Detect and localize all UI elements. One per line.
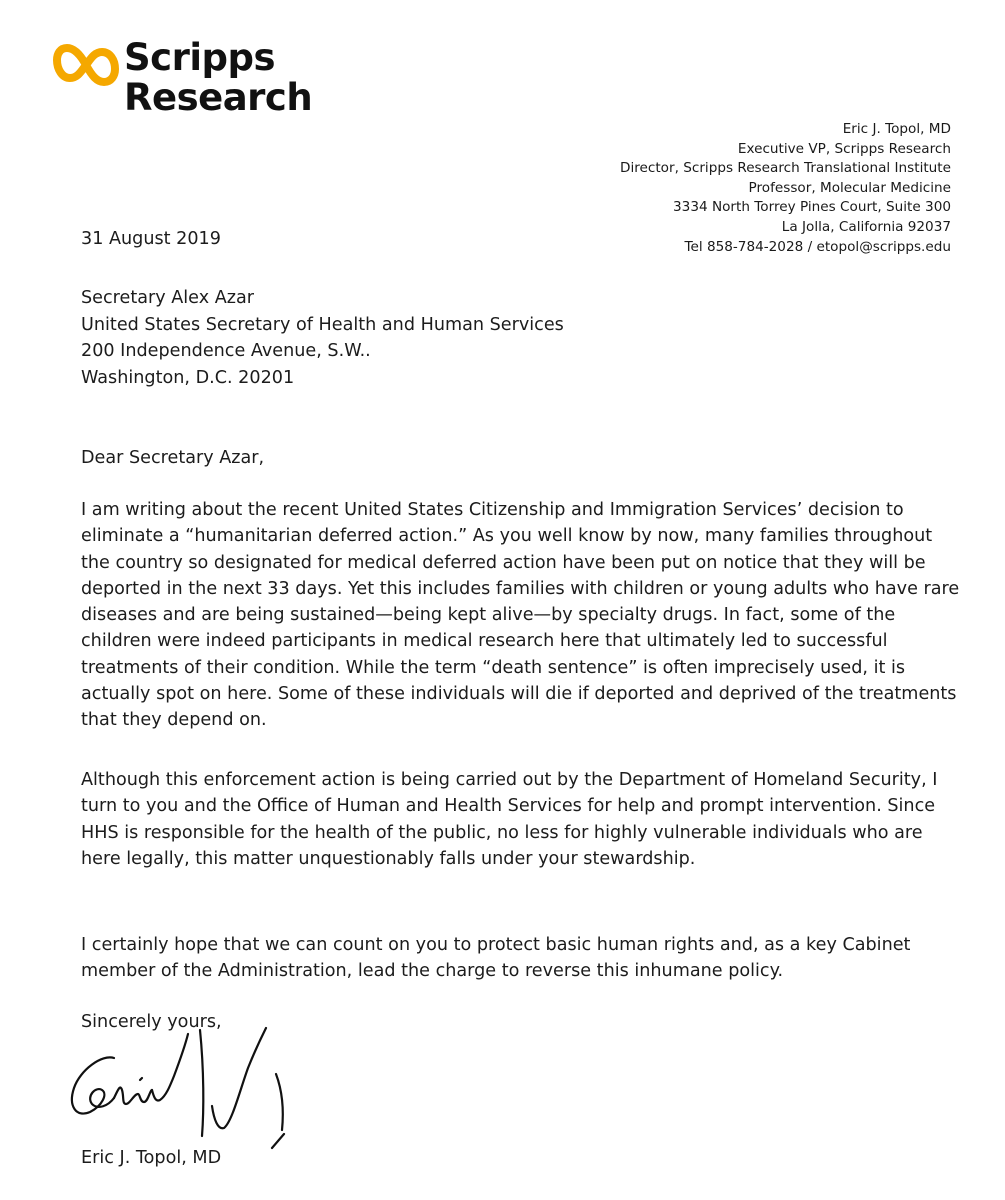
infinity-logo-icon	[52, 42, 120, 88]
recipient-name: Secretary Alex Azar	[81, 288, 254, 308]
sender-title-1: Executive VP, Scripps Research	[737, 140, 951, 157]
sender-title-3: Professor, Molecular Medicine	[748, 179, 951, 196]
sender-address-2: La Jolla, California 92037	[781, 218, 951, 235]
sender-name: Eric J. Topol, MD	[842, 121, 951, 137]
signer-name: Eric J. Topol, MD	[81, 1148, 222, 1168]
body-paragraph-3: I certainly hope that we can count on you to protect basic human rights and, as a key Cabinet member of the Administration, lead the charge to reverse this inhumane policy.	[81, 935, 911, 982]
letter-date: 31 August 2019	[81, 229, 221, 249]
recipient-block	[81, 285, 564, 391]
body-paragraph-1: I am writing about the recent United States Citizenship and Immigration Services’ decision to eliminate a “humanitarian deferred action.” As you well know by now, many families throughout the country so designated for medical deferred action have been put on notice that they will be deported in the next 33 days. Yet this includes families with children or young adults who have rare diseases and are being sustained—being kept alive—by specialty drugs. In fact, some of the children were indeed participants in medical research here that ultimately led to successful treatments of their condition. While the term “death sentence” is often imprecisely used, it is actually spot on here. Some of these individuals will die if deported and deprived of the treatments that they depend on.	[81, 500, 960, 731]
sender-contact: Tel 858-784-2028 / etopol@scripps.edu	[684, 238, 951, 255]
recipient-city: Washington, D.C. 20201	[81, 367, 295, 388]
closing: Sincerely yours,	[81, 1012, 222, 1032]
salutation: Dear Secretary Azar,	[81, 448, 265, 468]
body-paragraph-2: Although this enforcement action is being carried out by the Department of Homeland Security, I turn to you and the Office of Human and Health Services for help and prompt intervention. Since HHS is responsible for the health of the public, no less for highly vulnerable individuals who are here legally, this matter unquestionably falls under your stewardship.	[81, 770, 938, 869]
logo-line-1: Scripps	[124, 36, 276, 79]
sender-title-2: Director, Scripps Research Translational Institute	[619, 160, 951, 177]
logo-wordmark	[124, 38, 312, 118]
recipient-street: 200 Independence Avenue, S.W..	[81, 341, 371, 361]
sender-address-1: 3334 North Torrey Pines Court, Suite 300	[673, 199, 951, 216]
scripps-logo	[52, 36, 313, 128]
sender-block	[620, 120, 951, 257]
logo-line-2: Research	[124, 76, 313, 119]
handwritten-signature	[62, 1010, 332, 1150]
recipient-title: United States Secretary of Health and Human Services	[81, 314, 564, 335]
